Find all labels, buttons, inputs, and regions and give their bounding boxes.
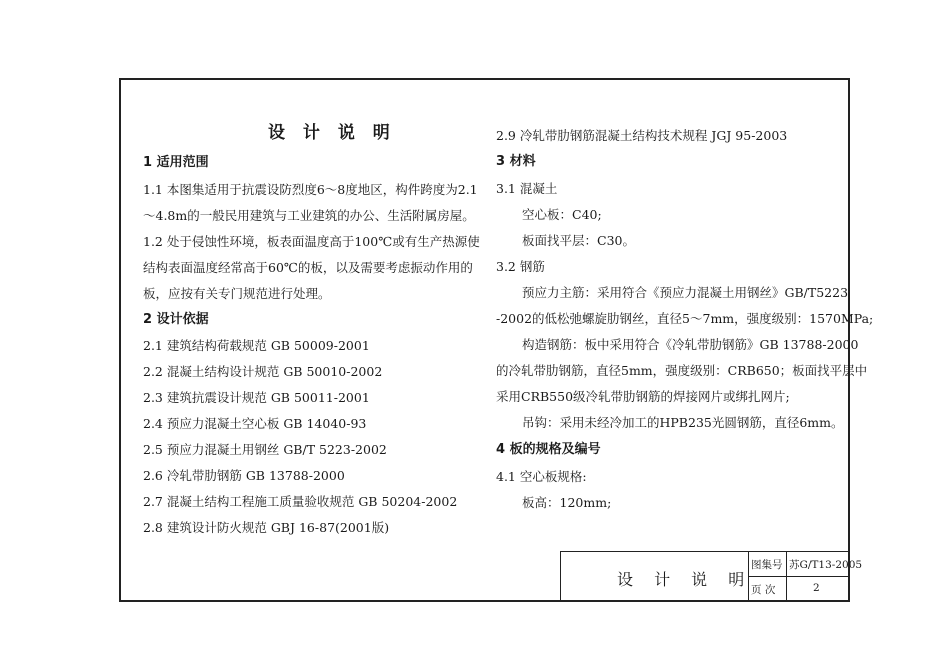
section-heading-scope: 1 适用范围 (143, 155, 209, 170)
text-line: 预应力主筋：采用符合《预应力混凝土用钢丝》GB/T5223 (522, 285, 849, 300)
reference-item: 2.3 建筑抗震设计规范 GB 50011-2001 (143, 390, 370, 405)
title-block (560, 551, 863, 602)
text-line: 板面找平层：C30。 (522, 233, 635, 248)
text-line: 板高：120mm; (522, 495, 612, 510)
reference-item: 2.6 冷轧带肋钢筋 GB 13788-2000 (143, 468, 345, 483)
text-line: -2002的低松弛螺旋肋钢丝，直径5～7mm，强度级别：1570MPa; (496, 311, 874, 326)
reference-item: 2.1 建筑结构荷载规范 GB 50009-2001 (143, 338, 370, 353)
text-line: 吊钩：采用未经冷加工的HPB235光圆钢筋，直径6mm。 (522, 415, 844, 430)
atlas-number-label: 图集号 (751, 559, 783, 571)
reference-item: 2.2 混凝土结构设计规范 GB 50010-2002 (143, 364, 383, 379)
page-label: 页 次 (751, 584, 776, 596)
text-line: 1.1 本图集适用于抗震设防烈度6～8度地区，构件跨度为2.1 (143, 182, 478, 197)
text-line: ～4.8m的一般民用建筑与工业建筑的办公、生活附属房屋。 (143, 208, 475, 223)
text-line: 构造钢筋：板中采用符合《冷轧带肋钢筋》GB 13788-2000 (522, 337, 859, 352)
page-number: 2 (813, 582, 820, 594)
text-line: 的冷轧带肋钢筋，直径5mm，强度级别：CRB650；板面找平层中 (496, 363, 868, 378)
reference-item: 2.5 预应力混凝土用钢丝 GB/T 5223-2002 (143, 442, 387, 457)
reference-item: 2.7 混凝土结构工程施工质量验收规范 GB 50204-2002 (143, 494, 458, 509)
reference-item: 2.8 建筑设计防火规范 GBJ 16-87(2001版) (143, 520, 390, 535)
text-line: 4.1 空心板规格: (496, 469, 587, 484)
reference-item: 2.4 预应力混凝土空心板 GB 14040-93 (143, 416, 367, 431)
section-heading-basis: 2 设计依据 (143, 312, 209, 327)
page-title: 设 计 说 明 (268, 123, 396, 143)
section-heading-materials: 3 材料 (496, 154, 536, 169)
reference-item: 2.9 冷轧带肋钢筋混凝土结构技术规程 JGJ 95-2003 (496, 128, 788, 143)
text-line: 结构表面温度经常高于60℃的板，以及需要考虑振动作用的 (143, 260, 473, 275)
divider (748, 576, 849, 577)
text-line: 1.2 处于侵蚀性环境，板表面温度高于100℃或有生产热源使 (143, 234, 480, 249)
text-line: 3.1 混凝土 (496, 181, 558, 196)
section-heading-specs: 4 板的规格及编号 (496, 442, 601, 457)
text-line: 板，应按有关专门规范进行处理。 (143, 286, 331, 301)
atlas-number-value: 苏G/T13-2005 (789, 559, 863, 571)
text-line: 空心板：C40; (522, 207, 602, 222)
title-block-name: 设 计 说 明 (617, 570, 753, 589)
text-line: 采用CRB550级冷轧带肋钢筋的焊接网片或绑扎网片; (496, 389, 790, 404)
text-line: 3.2 钢筋 (496, 259, 545, 274)
